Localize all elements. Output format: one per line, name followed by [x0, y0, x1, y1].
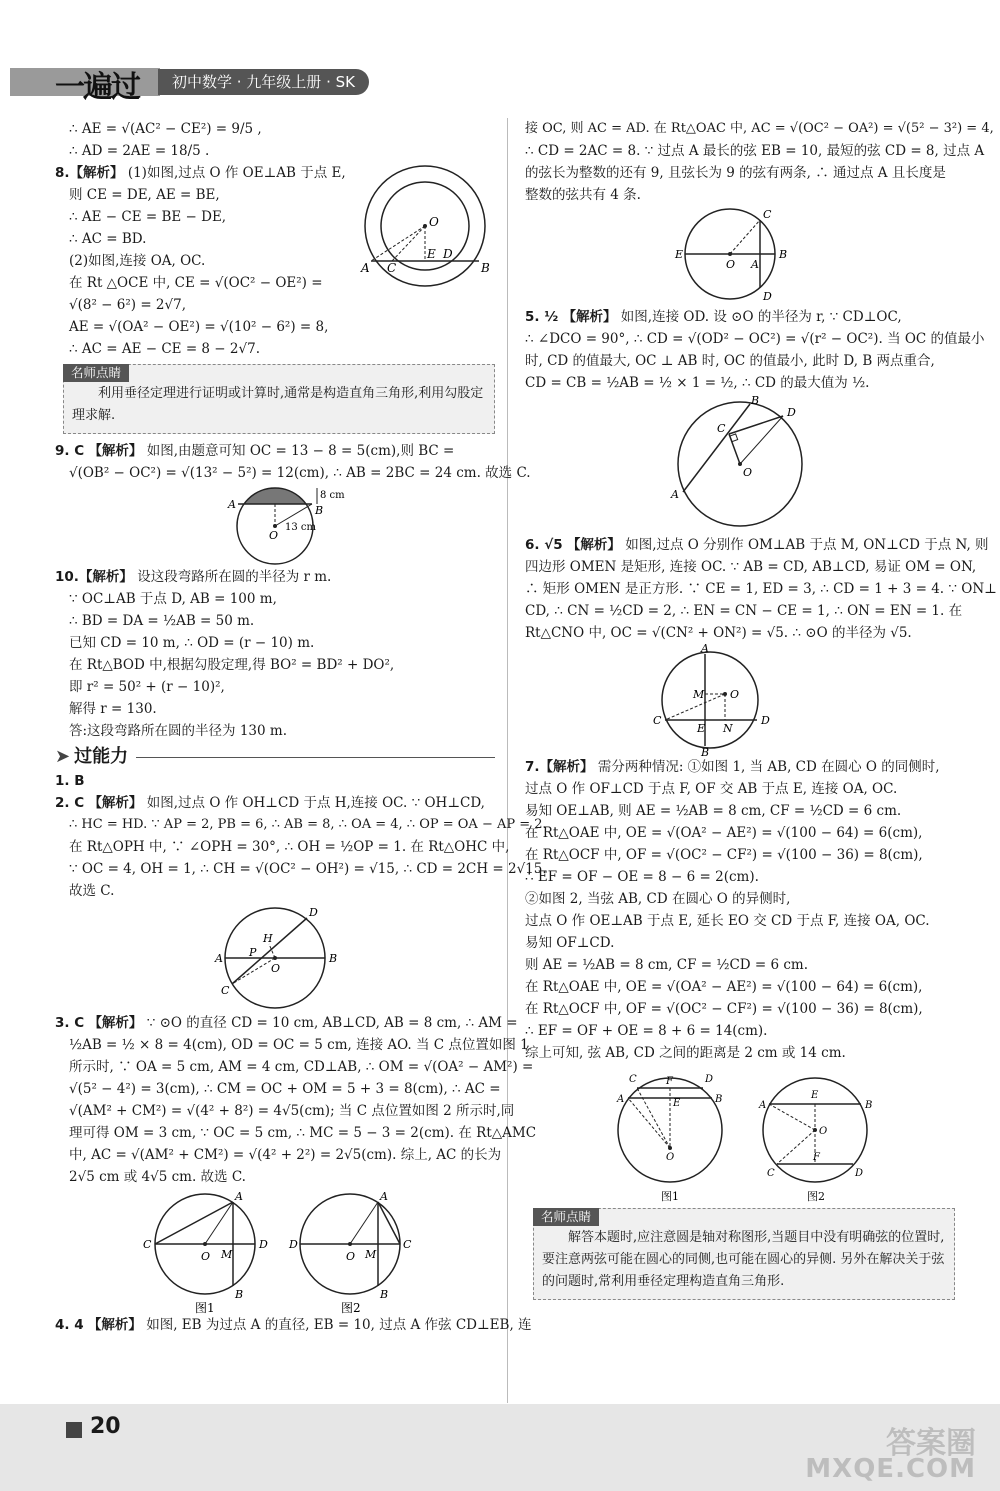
page-footer: [0, 1404, 1000, 1491]
svg-text:C: C: [143, 1238, 152, 1251]
q2-figure: [55, 902, 495, 1012]
text-line: ∴ HC = HD. ∵ AP = 2, PB = 6, ∴ AB = 8, ∴ OA = 4, ∴ OP = OA − AP = 2.: [69, 817, 547, 832]
question-number: 3. C: [55, 1015, 85, 1031]
q6-figure: [525, 644, 955, 756]
svg-text:A: A: [671, 488, 679, 501]
text-line: 时, CD 的值最大, OC ⊥ AB 时, OC 的值最小, 此时 D, B 两点重合,: [525, 353, 935, 369]
svg-text:B: B: [315, 504, 324, 517]
svg-text:E: E: [673, 1098, 681, 1109]
question-8: [55, 162, 495, 316]
tip-text: 解答本题时,应注意圆是轴对称图形,当题目中没有明确弦的位置时,要注意两弦可能在圆心的同侧,也可能在圆心的异侧. 另外在解决关于弦的问题时,常利用垂径定理构造直角三角形.: [542, 1230, 945, 1289]
q3-figures: [55, 1188, 495, 1314]
text-line: ∵ OC⊥AB 于点 D, AB = 100 m,: [69, 591, 277, 607]
svg-text:A: A: [215, 952, 223, 965]
text-line: 在 Rt△OPH 中, ∵ ∠OPH = 30°, ∴ OH = ½OP = 1. 在 Rt△OHC 中,: [69, 839, 510, 855]
analysis-tag: 【解析】: [88, 795, 143, 811]
text-line: ∴ AC = AE − CE = 8 − 2√7.: [69, 341, 260, 357]
svg-text:N: N: [723, 722, 733, 735]
text-line: 在 Rt△OAE 中, OE = √(OA² − AE²) = √(100 − 64) = 6(cm),: [525, 979, 923, 995]
page-number-marker: [66, 1422, 82, 1438]
q4-figure: [525, 206, 955, 306]
fig2-caption: 图2: [807, 1190, 825, 1203]
svg-text:O: O: [666, 1152, 675, 1163]
svg-text:D: D: [763, 290, 772, 303]
svg-text:8 cm: 8 cm: [320, 490, 345, 501]
text-line: 2√5 cm 或 4√5 cm. 故选 C.: [69, 1169, 246, 1185]
text-line: 过点 O 作 OF⊥CD 于点 F, OF 交 AB 于点 E, 连接 OA, OC.: [525, 781, 898, 797]
text-line: 四边形 OMEN 是矩形, 连接 OC. ∵ AB = CD, AB⊥CD, 易证 OM = ON,: [525, 559, 977, 575]
svg-text:A: A: [235, 1190, 243, 1203]
question-number: 9. C: [55, 443, 85, 459]
svg-text:B: B: [235, 1288, 244, 1301]
svg-text:M: M: [365, 1248, 377, 1261]
svg-text:B: B: [715, 1094, 723, 1105]
text-line: 的弦长为整数的还有 9, 且弦长为 9 的弦有两条, ∴ 通过点 A 且长度是: [525, 165, 946, 181]
svg-text:D: D: [787, 406, 796, 419]
question-number: 7.: [525, 759, 540, 775]
svg-text:C: C: [629, 1074, 637, 1085]
q9-figure: [55, 484, 495, 566]
text-line: 如图, EB 为过点 A 的直径, EB = 10, 过点 A 作弦 CD⊥EB, 连: [146, 1317, 532, 1333]
text-line: 易知 OF⊥CD.: [525, 935, 615, 951]
text-line: ∴ AD = 2AE = 18/5 .: [69, 143, 210, 159]
text-line: ∴ EF = OF − OE = 8 − 6 = 2(cm).: [525, 869, 759, 885]
svg-text:P: P: [249, 946, 257, 959]
analysis-tag: 【解析】: [88, 1015, 143, 1031]
page-header: [0, 0, 1000, 112]
question-number: 2. C: [55, 795, 85, 811]
text-line: 设这段弯路所在圆的半径为 r m.: [137, 569, 332, 585]
text-line: ∴ AC = BD.: [69, 231, 147, 247]
analysis-tag: 【解析】: [87, 1317, 142, 1333]
text-line: 解得 r = 130.: [69, 701, 157, 717]
svg-text:C: C: [221, 984, 230, 997]
question-number: 8.: [55, 165, 70, 181]
svg-text:O: O: [743, 466, 753, 479]
svg-text:A: A: [759, 1100, 767, 1111]
svg-text:E: E: [675, 248, 684, 261]
analysis-tag: 【解析】: [566, 537, 621, 553]
section-icon: ➤: [55, 746, 71, 767]
svg-text:B: B: [751, 394, 760, 407]
text-line: 答:这段弯路所在圆的半径为 130 m.: [69, 723, 287, 739]
text-line: ∴ EF = OF + OE = 8 + 6 = 14(cm).: [525, 1023, 768, 1039]
analysis-tag: 【解析】: [78, 569, 133, 585]
tip-title: 名师点睛: [533, 1208, 599, 1226]
svg-text:B: B: [380, 1288, 389, 1301]
svg-text:F: F: [813, 1152, 820, 1163]
tip-title: 名师点睛: [63, 364, 129, 382]
text-line: 如图,由题意可知 OC = 13 − 8 = 5(cm),则 BC =: [146, 443, 455, 459]
svg-text:O: O: [819, 1126, 828, 1137]
fig1-caption: 图1: [195, 1301, 215, 1314]
text-line: 综上可知, 弦 AB, CD 之间的距离是 2 cm 或 14 cm.: [525, 1045, 846, 1061]
text-line: ½AB = ½ × 8 = 4(cm), OD = OC = 5 cm, 连接 AO. 当 C 点位置如图 1: [69, 1037, 529, 1053]
section-rule: [136, 757, 495, 758]
text-line: 整数的弦共有 4 条.: [525, 187, 641, 203]
svg-text:O: O: [201, 1250, 211, 1263]
text-line: (1)如图,过点 O 作 OE⊥AB 于点 E,: [127, 165, 346, 181]
svg-text:C: C: [653, 714, 662, 727]
svg-text:A: A: [751, 258, 759, 271]
svg-text:F: F: [666, 1076, 673, 1087]
tip-box: [533, 1208, 955, 1300]
svg-text:D: D: [705, 1074, 714, 1085]
svg-text:B: B: [865, 1100, 873, 1111]
svg-text:C: C: [387, 261, 397, 275]
text-line: √(OB² − OC²) = √(13² − 5²) = 12(cm), ∴ AB = 2BC = 24 cm. 故选 C.: [69, 465, 531, 481]
svg-text:C: C: [717, 422, 726, 435]
text-line: 中, AC = √(AM² + CM²) = √(4² + 2²) = 2√5(cm). 综上, AC 的长为: [69, 1147, 502, 1163]
text-line: ∵ OC = 4, OH = 1, ∴ CH = √(OC² − OH²) = √15, ∴ CD = 2CH = 2√15.: [69, 861, 547, 877]
text-line: ②如图 2, 当弦 AB, CD 在圆心 O 的异侧时,: [525, 891, 791, 907]
svg-text:D: D: [443, 247, 453, 261]
svg-text:C: C: [763, 208, 772, 221]
watermark-url: MXQE.COM: [805, 1454, 976, 1484]
text-line: 在 Rt△OCF 中, OF = √(OC² − CF²) = √(100 − 36) = 8(cm),: [525, 1001, 923, 1017]
text-line: 故选 C.: [69, 883, 115, 899]
svg-text:E: E: [697, 722, 706, 735]
svg-text:A: A: [617, 1094, 625, 1105]
text-line: ∵ ⊙O 的直径 CD = 10 cm, AB⊥CD, AB = 8 cm, ∴ AM =: [146, 1015, 518, 1031]
svg-text:D: D: [761, 714, 770, 727]
svg-text:C: C: [403, 1238, 412, 1251]
svg-text:A: A: [701, 644, 709, 655]
svg-text:B: B: [329, 952, 338, 965]
svg-text:D: D: [855, 1168, 864, 1179]
text-line: √(5² − 4²) = 3(cm), ∴ CM = OC + OM = 5 + 3 = 8(cm), ∴ AC =: [69, 1081, 501, 1097]
text-line: AE = √(OA² − OE²) = √(10² − 6²) = 8,: [69, 319, 329, 335]
text-line: Rt△CNO 中, OC = √(CN² + ON²) = √5. ∴ ⊙O 的半径为 √5.: [525, 625, 912, 641]
svg-text:B: B: [701, 746, 710, 756]
text-line: 所示时, ∵ OA = 5 cm, AM = 4 cm, CD⊥AB, ∴ OM = √(OA² − AM²) =: [69, 1059, 534, 1075]
text-line: 在 Rt △OCE 中, CE = √(OC² − OE²) =: [69, 275, 323, 291]
text-line: 如图,过点 O 分别作 OM⊥AB 于点 M, ON⊥CD 于点 N, 则: [625, 537, 989, 553]
svg-text:O: O: [730, 688, 740, 701]
analysis-tag: 【解析】: [562, 309, 617, 325]
svg-text:A: A: [361, 261, 370, 275]
text-line: 在 Rt△OCF 中, OF = √(OC² − CF²) = √(100 − 36) = 8(cm),: [525, 847, 923, 863]
text-line: 已知 CD = 10 m, ∴ OD = (r − 10) m.: [69, 635, 315, 651]
q5-figure: [525, 394, 955, 534]
text-line: 则 AE = ½AB = 8 cm, CF = ½CD = 6 cm.: [525, 957, 809, 973]
text-line: ∴ ∠DCO = 90°, ∴ CD = √(OD² − OC²) = √(r² − OC²). 当 OC 的值最小: [525, 331, 985, 347]
text-line: 如图,过点 O 作 OH⊥CD 于点 H,连接 OC. ∵ OH⊥CD,: [146, 795, 485, 811]
label-O: O: [429, 215, 439, 229]
svg-text:A: A: [228, 498, 236, 511]
header-subtitle: 初中数学 · 九年级上册 · SK: [158, 69, 369, 95]
svg-text:B: B: [779, 248, 788, 261]
text-line: ∴ 矩形 OMEN 是正方形. ∵ CE = 1, ED = 3, ∴ CD = 1 + 3 = 4. ∵ ON⊥: [525, 581, 997, 597]
column-divider: [507, 118, 508, 1403]
question-number: 4. 4: [55, 1317, 84, 1333]
text-line: √(8² − 6²) = 2√7,: [69, 297, 186, 313]
text-line: 需分两种情况: ①如图 1, 当 AB, CD 在圆心 O 的同侧时,: [597, 759, 940, 775]
svg-text:C: C: [767, 1168, 775, 1179]
svg-text:D: D: [309, 906, 318, 919]
text-line: 过点 O 作 OE⊥AB 于点 E, 延长 EO 交 CD 于点 F, 连接 OA, OC.: [525, 913, 930, 929]
svg-text:E: E: [811, 1090, 819, 1101]
q7-figures: [525, 1064, 955, 1204]
analysis-tag: 【解析】: [69, 165, 124, 181]
text-line: ∴ BD = DA = ½AB = 50 m.: [69, 613, 255, 629]
svg-text:D: D: [289, 1238, 298, 1251]
fig2-caption: 图2: [341, 1301, 361, 1314]
section-heading: [55, 746, 495, 768]
brand-logo: 一遍过: [55, 70, 139, 105]
tip-text: 利用垂径定理进行证明或计算时,通常是构造直角三角形,利用勾股定理求解.: [72, 386, 484, 423]
text-line: 易知 OE⊥AB, 则 AE = ½AB = 8 cm, CF = ½CD = 6 cm.: [525, 803, 902, 819]
svg-text:O: O: [271, 962, 281, 975]
svg-text:O: O: [346, 1250, 356, 1263]
svg-text:M: M: [221, 1248, 233, 1261]
fig1-caption: 图1: [661, 1190, 679, 1203]
answer-1: 1. B: [55, 773, 85, 789]
page-number: 20: [90, 1414, 121, 1439]
text-line: 在 Rt△BOD 中,根据勾股定理,得 BO² = BD² + DO²,: [69, 657, 395, 673]
question-number: 5. ½: [525, 309, 559, 325]
text-line: ∴ CD = 2AC = 8. ∵ 过点 A 最长的弦 EB = 10, 最短的弦 CD = 8, 过点 A: [525, 143, 985, 159]
text-line: ∴ AE = √(AC² − CE²) = 9/5 ,: [69, 121, 262, 137]
text-line: CD = CB = ½AB = ½ × 1 = ½, ∴ CD 的最大值为 ½.: [525, 375, 870, 391]
text-line: 接 OC, 则 AC = AD. 在 Rt△OAC 中, AC = √(OC² − OA²) = √(5² − 3²) = 4,: [525, 121, 994, 136]
q8-figure: [355, 158, 495, 308]
svg-text:H: H: [263, 932, 273, 945]
text-line: CD, ∴ CN = ½CD = 2, ∴ EN = CN − CE = 1, ∴ ON = EN = 1. 在: [525, 603, 963, 619]
watermark-logo: 答案圈: [886, 1426, 976, 1461]
analysis-tag: 【解析】: [88, 443, 143, 459]
text-line: (2)如图,连接 OA, OC.: [69, 253, 206, 269]
svg-text:B: B: [481, 261, 490, 275]
svg-text:O: O: [726, 258, 736, 271]
svg-text:E: E: [427, 247, 436, 261]
question-number: 6. √5: [525, 537, 563, 553]
text-line: ∴ AE − CE = BE − DE,: [69, 209, 227, 225]
right-column: [525, 118, 997, 1306]
svg-text:D: D: [259, 1238, 268, 1251]
text-line: 即 r² = 50² + (r − 10)²,: [69, 679, 225, 695]
svg-text:M: M: [693, 688, 705, 701]
svg-text:O: O: [269, 529, 279, 542]
text-line: √(AM² + CM²) = √(4² + 8²) = 4√5(cm); 当 C 点位置如图 2 所示时,同: [69, 1103, 515, 1119]
analysis-tag: 【解析】: [539, 759, 594, 775]
text-line: 理可得 OM = 3 cm, ∵ OC = 5 cm, ∴ MC = 5 − 3 = 2(cm). 在 Rt△AMC: [69, 1125, 537, 1141]
svg-text:A: A: [380, 1190, 388, 1203]
text-line: 在 Rt△OAE 中, OE = √(OA² − AE²) = √(100 − 64) = 6(cm),: [525, 825, 923, 841]
text-line: 则 CE = DE, AE = BE,: [69, 187, 220, 203]
tip-box: [63, 364, 495, 434]
svg-text:13 cm: 13 cm: [285, 522, 316, 533]
section-title: 过能力: [74, 746, 129, 767]
text-line: 如图,连接 OD. 设 ⊙O 的半径为 r, ∵ CD⊥OC,: [620, 309, 902, 325]
question-number: 10.: [55, 569, 79, 585]
